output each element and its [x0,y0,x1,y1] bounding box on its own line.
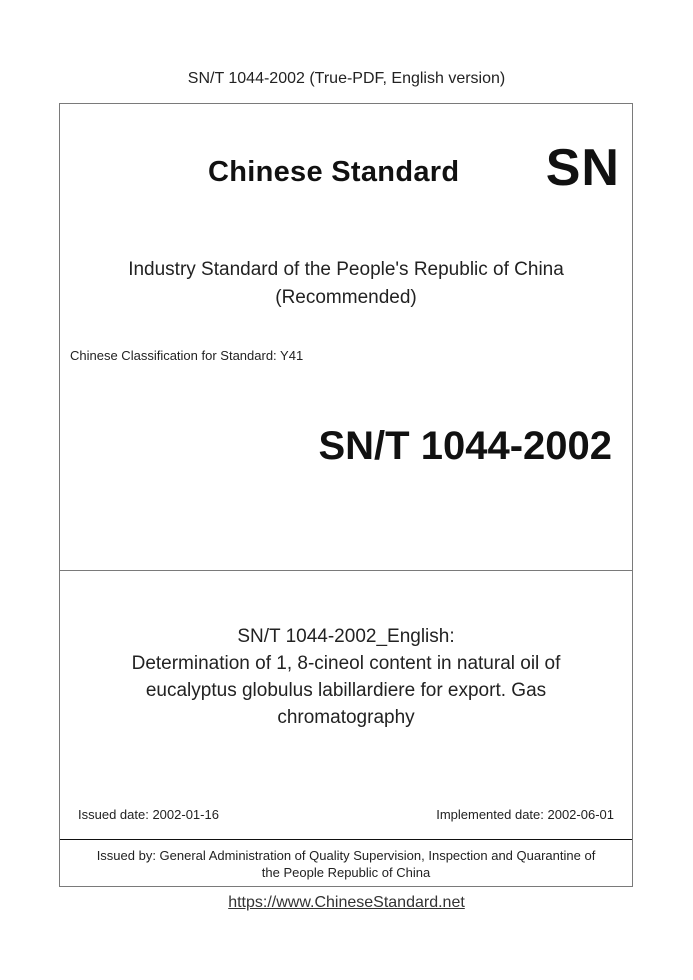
implemented-date: Implemented date: 2002-06-01 [436,807,614,822]
industry-line: Industry Standard of the People's Republic of China [128,259,564,280]
issuer-line: the People Republic of China [261,865,431,880]
title-line: chromatography [277,707,415,728]
classification-label: Chinese Classification for Standard: Y41 [70,348,304,363]
document-header: SN/T 1044-2002 (True-PDF, English version) [187,70,506,87]
title-line: eucalyptus globulus labillardiere for export. Gas [145,680,547,701]
issued-date: Issued date: 2002-01-16 [78,807,219,822]
cover-title-panel [60,571,632,837]
document-title [80,623,612,731]
brand-title: Chinese Standard [208,156,460,188]
recommended-label: (Recommended) [275,287,417,308]
issuer-line: Issued by: General Administration of Quality Supervision, Inspection and Quarantine of [96,848,596,863]
issuer-box [60,839,632,886]
cover-top-panel [60,104,632,571]
brand-code: SN [545,139,620,197]
cover-frame [59,103,633,887]
footer-link-wrap [0,894,693,912]
website-link[interactable]: https://www.ChineseStandard.net [228,894,465,911]
title-line: SN/T 1044-2002_English: [237,626,455,647]
title-line: Determination of 1, 8-cineol content in natural oil of [131,653,561,674]
industry-statement [60,256,632,312]
standard-number: SN/T 1044-2002 [318,424,612,468]
